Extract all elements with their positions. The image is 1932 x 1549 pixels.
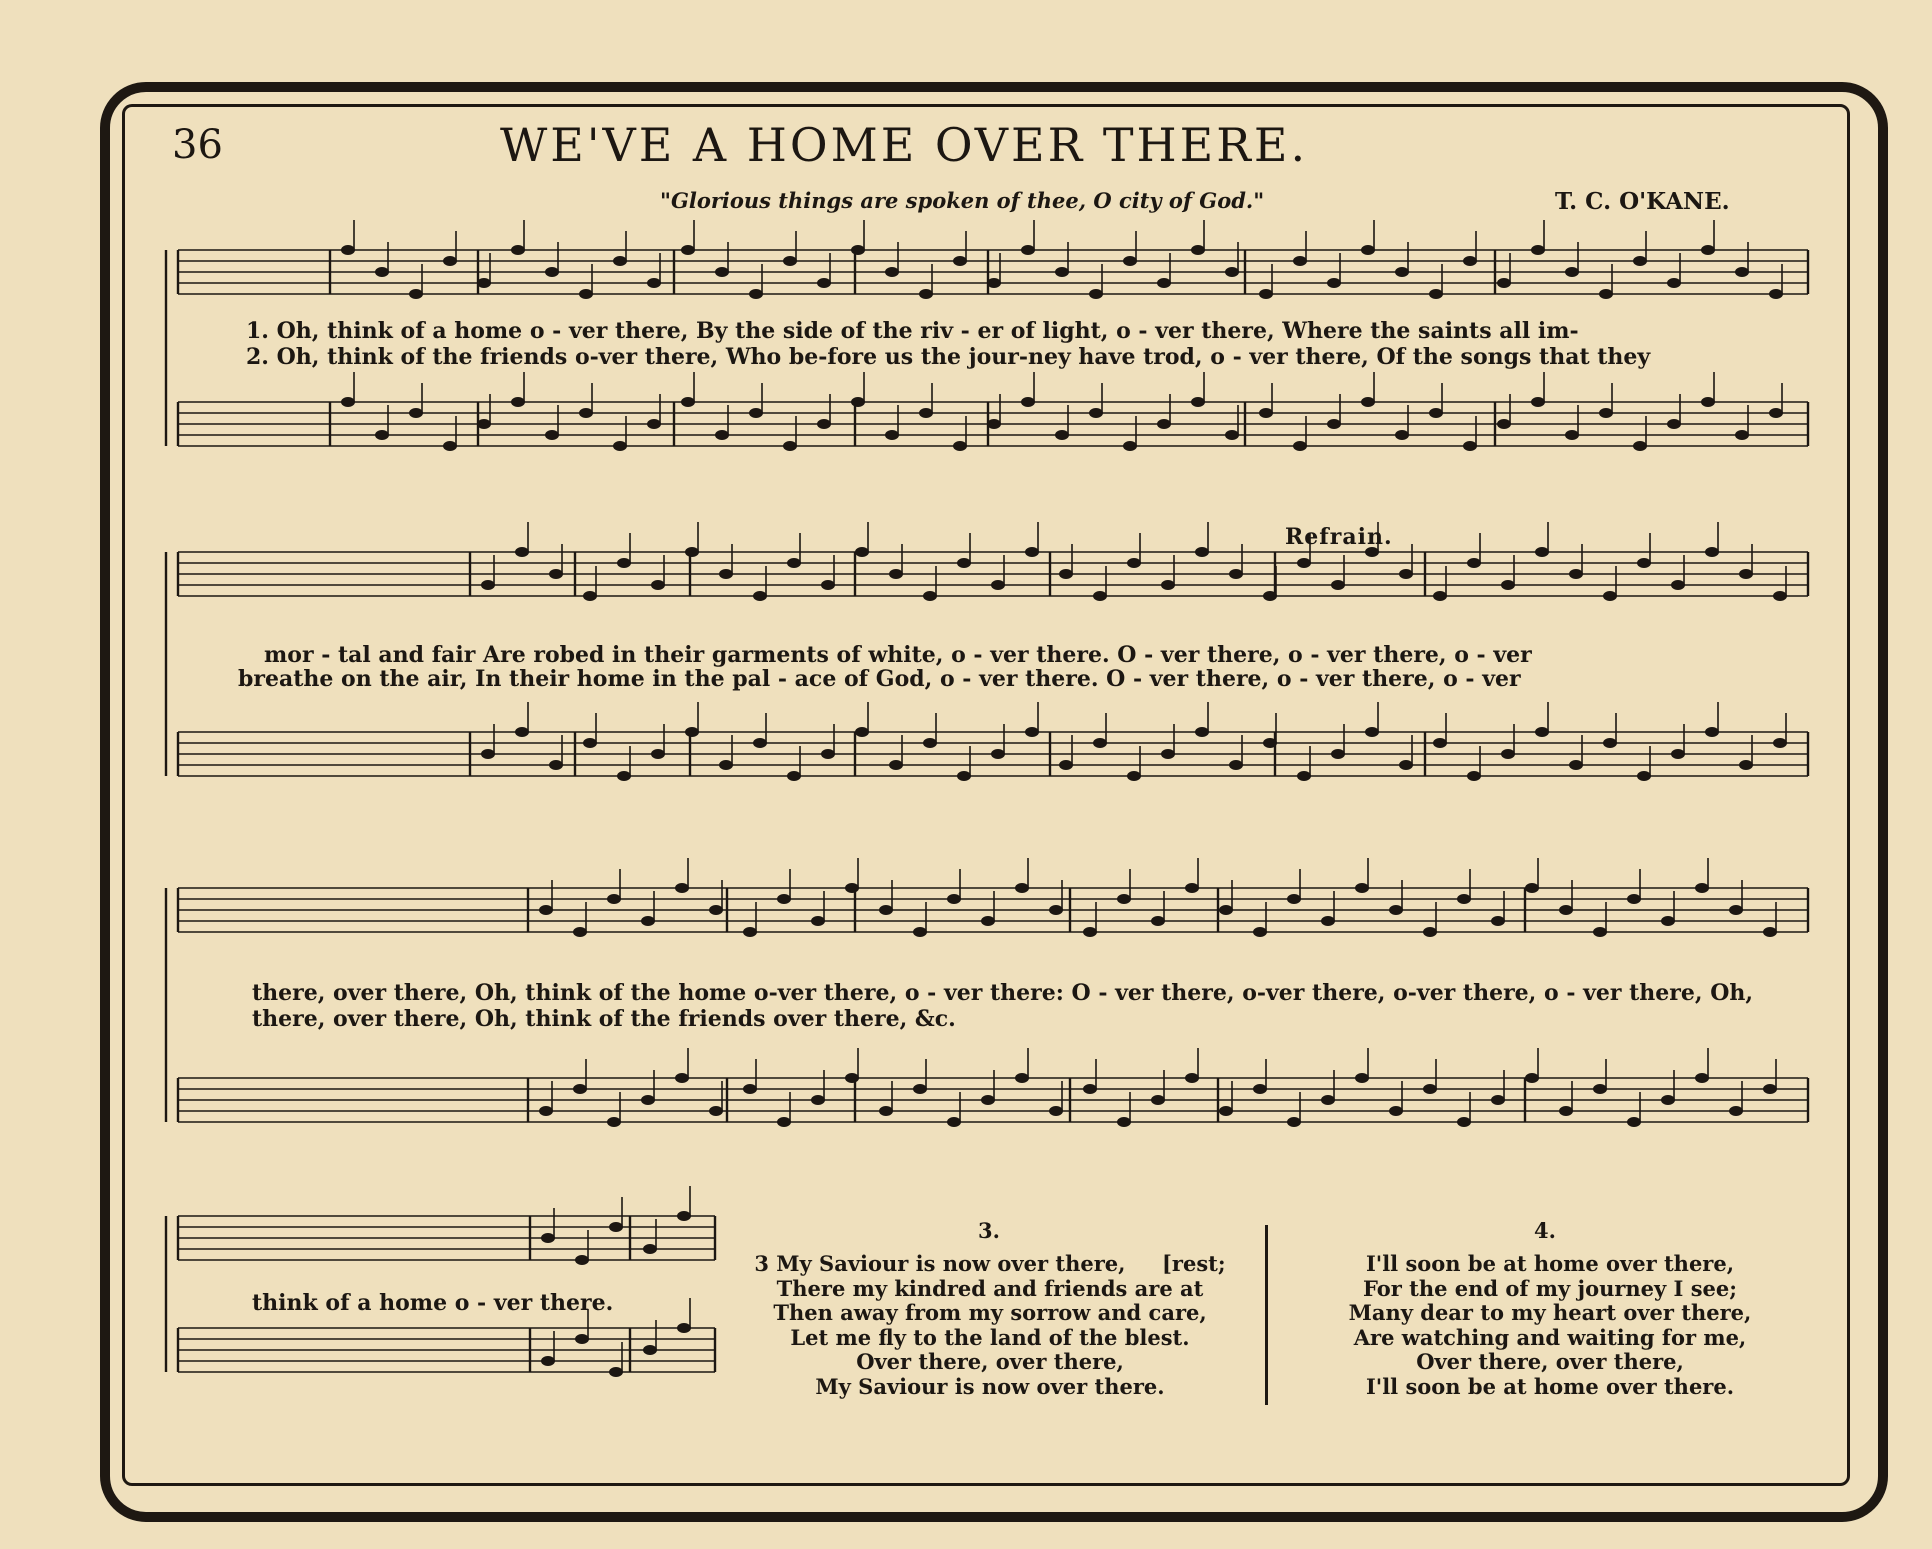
note-head (1433, 738, 1447, 748)
note-head (1525, 883, 1539, 893)
note-head (709, 1106, 723, 1116)
note-head (1123, 256, 1137, 266)
lyrics-system1-verse2: 2. Oh, think of the friends o-ver there, Who be-fore us the jour-ney have trod, o - ver there, Of the songs that they (246, 344, 1651, 370)
note-head (515, 547, 529, 557)
note-head (1089, 289, 1103, 299)
note-head (1565, 430, 1579, 440)
note-head (811, 916, 825, 926)
note-head (1219, 1106, 1233, 1116)
lyrics-system2-verse2: breathe on the air, In their home in the pal - ace of God, o - ver there. O - ver there, o - ver there, o - ver (238, 666, 1521, 692)
note-head (1531, 397, 1545, 407)
note-head (787, 771, 801, 781)
note-head (1627, 1117, 1641, 1127)
note-head (1321, 916, 1335, 926)
note-head (481, 580, 495, 590)
note-head (1705, 547, 1719, 557)
note-head (1191, 245, 1205, 255)
note-head (573, 927, 587, 937)
stanza3-line: 3 My Saviour is now over there, [rest; (754, 1251, 1226, 1276)
note-head (919, 408, 933, 418)
note-head (1463, 256, 1477, 266)
note-head (1021, 245, 1035, 255)
note-head (647, 278, 661, 288)
note-head (1501, 580, 1515, 590)
note-head (511, 397, 525, 407)
note-head (749, 289, 763, 299)
note-head (1157, 419, 1171, 429)
note-head (1117, 894, 1131, 904)
note-head (677, 1323, 691, 1333)
note-head (889, 760, 903, 770)
stanza4-line: I'll soon be at home over there. (1365, 1373, 1735, 1399)
note-head (947, 894, 961, 904)
note-head (845, 883, 859, 893)
stanza3-line: Let me fly to the land of the blest. (790, 1324, 1190, 1350)
note-head (1501, 749, 1515, 759)
note-head (913, 927, 927, 937)
note-head (1327, 278, 1341, 288)
note-head (1769, 289, 1783, 299)
note-head (715, 430, 729, 440)
note-head (1633, 441, 1647, 451)
stanza4-line: Many dear to my heart over there, (1348, 1300, 1752, 1325)
note-head (1739, 569, 1753, 579)
note-head (1229, 569, 1243, 579)
note-head (641, 1095, 655, 1105)
note-head (1497, 419, 1511, 429)
note-head (1773, 591, 1787, 601)
note-head (1389, 905, 1403, 915)
note-head (477, 419, 491, 429)
note-head (613, 256, 627, 266)
note-head (579, 289, 593, 299)
note-head (1399, 569, 1413, 579)
note-head (341, 245, 355, 255)
note-head (1467, 558, 1481, 568)
note-head (947, 1117, 961, 1127)
note-head (1667, 278, 1681, 288)
stanza3-line: Then away from my sorrow and care, (773, 1300, 1207, 1325)
note-head (1763, 1084, 1777, 1094)
note-head (1695, 883, 1709, 893)
composer-credit: T. C. O'KANE. (1555, 188, 1730, 215)
note-head (1127, 771, 1141, 781)
note-head (1565, 267, 1579, 277)
note-head (575, 1334, 589, 1344)
note-head (1253, 1084, 1267, 1094)
note-head (1497, 278, 1511, 288)
note-head (1463, 441, 1477, 451)
note-head (777, 1117, 791, 1127)
note-head (677, 1211, 691, 1221)
note-head (1327, 419, 1341, 429)
note-head (1015, 883, 1029, 893)
note-head (753, 591, 767, 601)
note-head (1015, 1073, 1029, 1083)
note-head (1225, 267, 1239, 277)
note-head (651, 749, 665, 759)
note-head (545, 430, 559, 440)
note-head (1161, 749, 1175, 759)
note-head (1661, 916, 1675, 926)
note-head (715, 267, 729, 277)
note-head (1225, 430, 1239, 440)
note-head (613, 441, 627, 451)
note-head (575, 1255, 589, 1265)
refrain-label: Refrain. (1285, 524, 1393, 550)
note-head (443, 441, 457, 451)
note-head (919, 289, 933, 299)
note-head (583, 738, 597, 748)
note-head (1637, 771, 1651, 781)
note-head (913, 1084, 927, 1094)
stanza4-line: I'll soon be at home over there, (1365, 1251, 1735, 1276)
page-number: 36 (172, 122, 223, 168)
note-head (643, 1345, 657, 1355)
lyrics-system3-verse2: there, over there, Oh, think of the friends over there, &c. (252, 1006, 956, 1032)
note-head (1253, 927, 1267, 937)
note-head (1671, 749, 1685, 759)
stanza3-number: 3. (978, 1218, 1000, 1243)
note-head (651, 580, 665, 590)
stanza4-line: Over there, over there, (1416, 1349, 1684, 1374)
note-head (777, 894, 791, 904)
note-head (1603, 738, 1617, 748)
note-head (1083, 927, 1097, 937)
note-head (1331, 749, 1345, 759)
note-head (743, 927, 757, 937)
note-head (1593, 927, 1607, 937)
note-head (719, 760, 733, 770)
note-head (1185, 1073, 1199, 1083)
note-head (1735, 430, 1749, 440)
note-head (1259, 408, 1273, 418)
note-head (749, 408, 763, 418)
note-head (1293, 441, 1307, 451)
note-head (1769, 408, 1783, 418)
note-head (851, 397, 865, 407)
note-head (1195, 547, 1209, 557)
note-head (549, 569, 563, 579)
note-head (477, 278, 491, 288)
note-head (647, 419, 661, 429)
note-head (1287, 1117, 1301, 1127)
note-head (541, 1233, 555, 1243)
note-head (991, 749, 1005, 759)
note-head (481, 749, 495, 759)
note-head (1773, 738, 1787, 748)
note-head (953, 256, 967, 266)
note-head (787, 558, 801, 568)
note-head (539, 905, 553, 915)
note-head (1389, 1106, 1403, 1116)
note-head (549, 760, 563, 770)
note-head (573, 1084, 587, 1094)
note-head (1157, 278, 1171, 288)
note-head (1457, 1117, 1471, 1127)
note-head (1637, 558, 1651, 568)
note-head (987, 278, 1001, 288)
note-head (1331, 580, 1345, 590)
note-head (1701, 245, 1715, 255)
note-head (511, 245, 525, 255)
note-head (409, 289, 423, 299)
note-head (1055, 267, 1069, 277)
note-head (409, 408, 423, 418)
note-head (1627, 894, 1641, 904)
note-head (821, 580, 835, 590)
note-head (743, 1084, 757, 1094)
note-head (719, 569, 733, 579)
note-head (923, 591, 937, 601)
note-head (609, 1222, 623, 1232)
note-head (851, 245, 865, 255)
note-head (953, 441, 967, 451)
note-head (1117, 1117, 1131, 1127)
note-head (1491, 916, 1505, 926)
note-head (617, 558, 631, 568)
note-head (1729, 1106, 1743, 1116)
note-head (643, 1244, 657, 1254)
note-head (1059, 569, 1073, 579)
note-head (1263, 738, 1277, 748)
lyrics-system3-verse1: there, over there, Oh, think of the home o-ver there, o - ver there: O - ver there, o-ver there, o-ver there, o - ver there, Oh, (252, 980, 1754, 1006)
note-head (607, 894, 621, 904)
note-head (539, 1106, 553, 1116)
note-head (1259, 289, 1273, 299)
note-head (1423, 927, 1437, 937)
note-head (1025, 547, 1039, 557)
note-head (1457, 894, 1471, 904)
note-head (1049, 1106, 1063, 1116)
lyrics-system2-verse1: mor - tal and fair Are robed in their garments of white, o - ver there. O - ver there, o - ver there, o - ver (264, 642, 1532, 668)
note-head (675, 883, 689, 893)
note-head (1633, 256, 1647, 266)
note-head (1151, 1095, 1165, 1105)
note-head (1219, 905, 1233, 915)
note-head (1735, 267, 1749, 277)
note-head (821, 749, 835, 759)
stanza3-line: Over there, over there, (856, 1349, 1124, 1374)
note-head (1151, 916, 1165, 926)
note-head (1429, 408, 1443, 418)
note-head (1559, 905, 1573, 915)
note-head (1365, 727, 1379, 737)
note-head (675, 1073, 689, 1083)
note-head (845, 1073, 859, 1083)
note-head (1467, 771, 1481, 781)
note-head (1229, 760, 1243, 770)
note-head (1395, 430, 1409, 440)
note-head (641, 916, 655, 926)
note-head (1695, 1073, 1709, 1083)
note-head (811, 1095, 825, 1105)
stanza-divider (1265, 1225, 1268, 1405)
note-head (1739, 760, 1753, 770)
note-head (1025, 727, 1039, 737)
note-head (1705, 727, 1719, 737)
note-head (1195, 727, 1209, 737)
note-head (375, 430, 389, 440)
note-head (1093, 738, 1107, 748)
note-head (885, 267, 899, 277)
note-head (681, 397, 695, 407)
note-head (1191, 397, 1205, 407)
note-head (1089, 408, 1103, 418)
note-head (991, 580, 1005, 590)
note-head (1361, 245, 1375, 255)
note-head (1287, 894, 1301, 904)
note-head (1429, 289, 1443, 299)
note-head (1123, 441, 1137, 451)
note-head (879, 905, 893, 915)
note-head (923, 738, 937, 748)
note-head (579, 408, 593, 418)
note-head (817, 419, 831, 429)
note-head (981, 916, 995, 926)
note-head (987, 419, 1001, 429)
note-head (1263, 591, 1277, 601)
note-head (1161, 580, 1175, 590)
note-head (889, 569, 903, 579)
stanza4 (1290, 1252, 1810, 1399)
note-head (375, 267, 389, 277)
note-head (1535, 727, 1549, 737)
note-head (1395, 267, 1409, 277)
note-head (1361, 397, 1375, 407)
note-head (1297, 771, 1311, 781)
note-head (1355, 883, 1369, 893)
note-head (1399, 760, 1413, 770)
note-head (957, 558, 971, 568)
note-head (1525, 1073, 1539, 1083)
note-head (583, 591, 597, 601)
stanza3 (720, 1252, 1260, 1399)
note-head (1321, 1095, 1335, 1105)
stanza4-number: 4. (1534, 1218, 1556, 1243)
note-head (515, 727, 529, 737)
note-head (1671, 580, 1685, 590)
note-head (1433, 591, 1447, 601)
stanza4-line: For the end of my journey I see; (1362, 1275, 1737, 1301)
note-head (1021, 397, 1035, 407)
note-head (1127, 558, 1141, 568)
note-head (681, 245, 695, 255)
note-head (1093, 591, 1107, 601)
note-head (1083, 1084, 1097, 1094)
note-head (817, 278, 831, 288)
lyrics-system1-verse1: 1. Oh, think of a home o - ver there, By the side of the riv - er of light, o - ver there, Where the saints all im- (246, 318, 1579, 344)
note-head (783, 256, 797, 266)
stanza4-line: Are watching and waiting for me, (1353, 1324, 1747, 1350)
note-head (1763, 927, 1777, 937)
note-head (1599, 289, 1613, 299)
note-head (1049, 905, 1063, 915)
note-head (855, 727, 869, 737)
note-head (1185, 883, 1199, 893)
note-head (855, 547, 869, 557)
note-head (1599, 408, 1613, 418)
note-head (1055, 430, 1069, 440)
note-head (1531, 245, 1545, 255)
note-head (1603, 591, 1617, 601)
note-head (617, 771, 631, 781)
note-head (541, 1356, 555, 1366)
note-head (443, 256, 457, 266)
note-head (1661, 1095, 1675, 1105)
note-head (1293, 256, 1307, 266)
note-head (1701, 397, 1715, 407)
note-head (1593, 1084, 1607, 1094)
stanza3-line: My Saviour is now over there. (815, 1373, 1165, 1399)
note-head (685, 547, 699, 557)
note-head (783, 441, 797, 451)
note-head (341, 397, 355, 407)
note-head (981, 1095, 995, 1105)
note-head (607, 1117, 621, 1127)
note-head (545, 267, 559, 277)
lyrics-system4: think of a home o - ver there. (252, 1290, 614, 1316)
note-head (1569, 760, 1583, 770)
note-head (1423, 1084, 1437, 1094)
note-head (1569, 569, 1583, 579)
note-head (685, 727, 699, 737)
note-head (1559, 1106, 1573, 1116)
note-head (1729, 905, 1743, 915)
note-head (1059, 760, 1073, 770)
note-head (885, 430, 899, 440)
note-head (1667, 419, 1681, 429)
scripture-motto: "Glorious things are spoken of thee, O city of God." (660, 188, 1265, 213)
note-head (1491, 1095, 1505, 1105)
note-head (709, 905, 723, 915)
hymn-title: WE'VE A HOME OVER THERE. (500, 118, 1309, 172)
stanza3-line: There my kindred and friends are at (776, 1275, 1204, 1301)
note-head (1535, 547, 1549, 557)
note-head (1355, 1073, 1369, 1083)
note-head (879, 1106, 893, 1116)
note-head (609, 1367, 623, 1377)
note-head (753, 738, 767, 748)
note-head (1297, 558, 1311, 568)
note-head (957, 771, 971, 781)
